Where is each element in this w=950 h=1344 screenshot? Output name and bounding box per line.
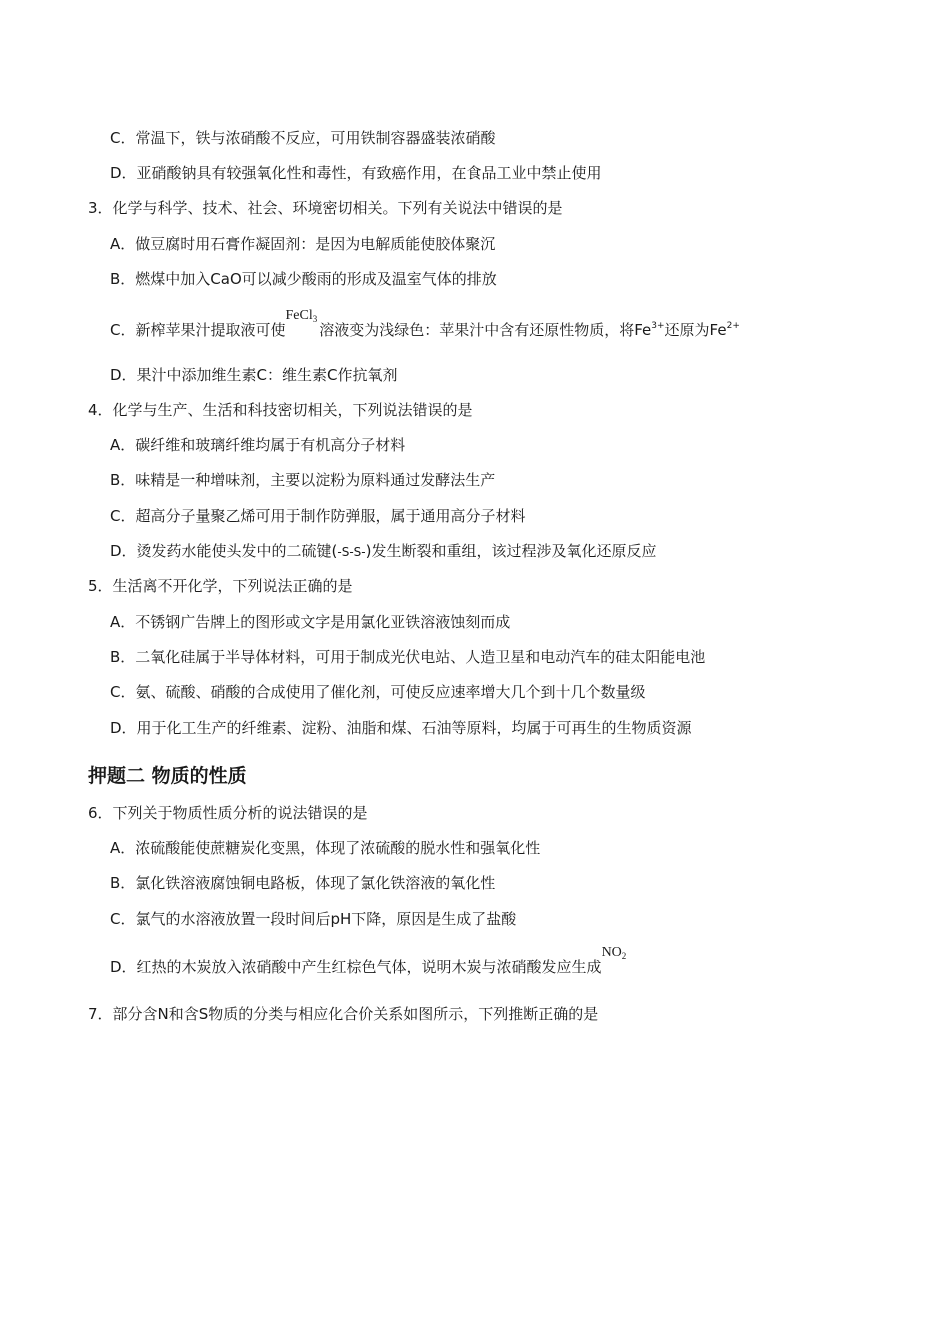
fecl3-main: FeCl — [285, 308, 313, 323]
section-heading: 押题二 物质的性质 — [88, 765, 247, 787]
option-2d: D．亚硝酸钠具有较强氧化性和毒性，有致癌作用，在食品工业中禁止使用 — [110, 164, 602, 182]
option-5c: C．氨、硫酸、硝酸的合成使用了催化剂，可使反应速率增大几个到十几个数量级 — [110, 683, 646, 701]
option-6d-prefix: D．红热的木炭放入浓硝酸中产生红棕色气体，说明木炭与浓硝酸发应生成 — [110, 958, 602, 976]
option-4b: B．味精是一种增味剂，主要以淀粉为原料通过发酵法生产 — [110, 471, 496, 489]
fecl3-formula — [285, 306, 317, 329]
option-3c-prefix: C．新榨苹果汁提取液可使 — [110, 321, 286, 339]
disulfide-bond: -S-S- — [337, 545, 366, 559]
question-6: 6．下列关于物质性质分析的说法错误的是 — [88, 804, 368, 822]
option-3c-middle: 溶液变为浅绿色：苹果汁中含有还原性物质，将Fe — [319, 321, 652, 339]
option-3d: D．果汁中添加维生素C：维生素C作抗氧剂 — [110, 366, 398, 384]
option-6b: B．氯化铁溶液腐蚀铜电路板，体现了氯化铁溶液的氧化性 — [110, 874, 496, 892]
question-4: 4．化学与生产、生活和科技密切相关，下列说法错误的是 — [88, 401, 473, 419]
no2-subscript: 2 — [621, 951, 627, 961]
option-3b: B．燃煤中加入CaO可以减少酸雨的形成及温室气体的排放 — [110, 270, 497, 288]
option-2c: C．常温下，铁与浓硝酸不反应，可用铁制容器盛装浓硝酸 — [110, 129, 496, 147]
no2-formula — [602, 943, 627, 966]
option-4d-suffix: )发生断裂和重组，该过程涉及氧化还原反应 — [365, 542, 657, 560]
fecl3-subscript: 3 — [312, 314, 318, 324]
option-4d-prefix: D．烫发药水能使头发中的二硫键( — [110, 542, 338, 560]
option-4c: C．超高分子量聚乙烯可用于制作防弹服，属于通用高分子材料 — [110, 507, 526, 525]
option-4d — [110, 541, 657, 562]
question-7: 7．部分含N和含S物质的分类与相应化合价关系如图所示，下列推断正确的是 — [88, 1005, 599, 1023]
fe3-charge: 3+ — [651, 321, 665, 331]
question-5: 5．生活离不开化学，下列说法正确的是 — [88, 577, 353, 595]
option-6c: C．氯气的水溶液放置一段时间后pH下降，原因是生成了盐酸 — [110, 910, 517, 928]
fe2-charge: 2+ — [726, 321, 740, 331]
option-6a: A．浓硫酸能使蔗糖炭化变黑，体现了浓硫酸的脱水性和强氧化性 — [110, 839, 541, 857]
option-5d: D．用于化工生产的纤维素、淀粉、油脂和煤、石油等原料，均属于可再生的生物质资源 — [110, 719, 692, 737]
no2-main: NO — [601, 945, 622, 960]
option-4a: A．碳纤维和玻璃纤维均属于有机高分子材料 — [110, 436, 406, 454]
option-5b: B．二氧化硅属于半导体材料，可用于制成光伏电站、人造卫星和电动汽车的硅太阳能电池 — [110, 648, 706, 666]
question-3: 3．化学与科学、技术、社会、环境密切相关。下列有关说法中错误的是 — [88, 199, 563, 217]
option-3c — [110, 308, 740, 345]
option-6d — [110, 945, 628, 982]
option-3a: A．做豆腐时用石膏作凝固剂：是因为电解质能使胶体聚沉 — [110, 235, 496, 253]
option-3c-middle2: 还原为Fe — [664, 321, 727, 339]
option-5a: A．不锈钢广告牌上的图形或文字是用氯化亚铁溶液蚀刻而成 — [110, 613, 511, 631]
